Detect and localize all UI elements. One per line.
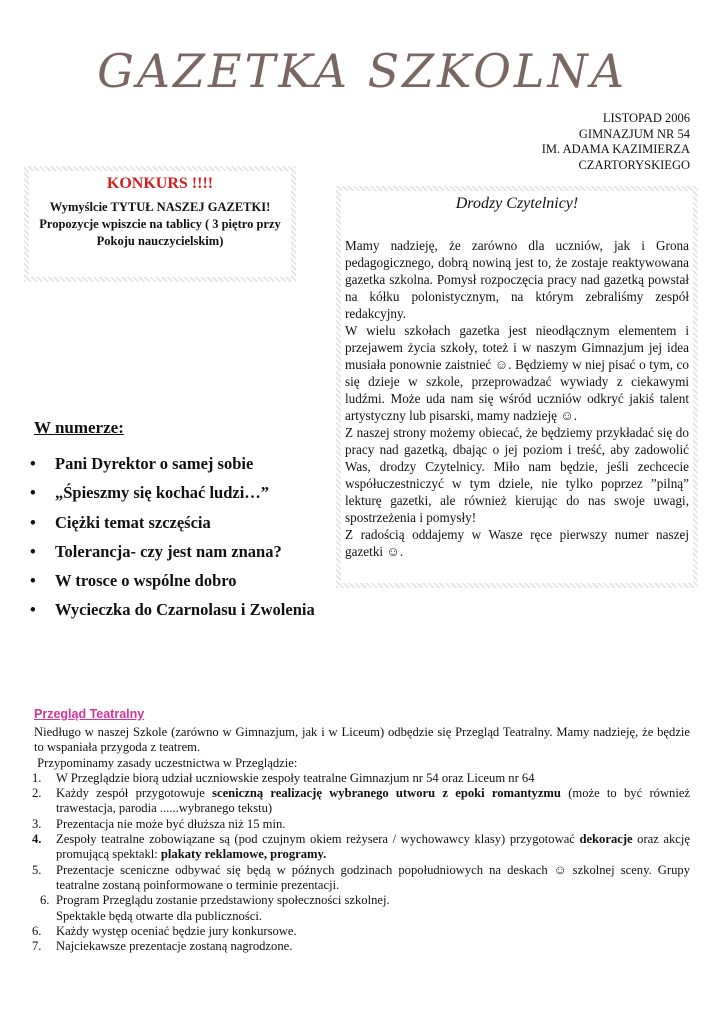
theatre-review-rules-intro: Przypominamy zasady uczestnictwa w Przeglądzie: [37, 755, 298, 770]
rule-number: 7. [32, 939, 42, 954]
issue-meta [542, 111, 690, 173]
bullet-icon: • [30, 483, 36, 503]
rule-number: 2. [32, 786, 42, 801]
rule-item: 6. Każdy występ oceniać będzie jury konkursowe. [32, 923, 297, 938]
contents-heading: W numerze: [34, 418, 124, 437]
rule-item: 5. Prezentacje sceniczne odbywać się będą w późnych godzinach popołudniowych na deskach ☺ szkolnej sceny. Grupy teatralne zostaną poinformowane o terminie prezentacji. [32, 862, 690, 892]
readers-letter-paragraph: Z radością oddajemy w Wasze ręce pierwszy numer naszej gazetki ☺. [345, 527, 689, 559]
konkurs-title: KONKURS !!!! [106, 175, 214, 192]
rule-number: 6. [32, 923, 42, 938]
rule-item: 7. Najciekawsze prezentacje zostaną nagrodzone. [32, 939, 293, 954]
school-name: GIMNAZJUM NR 54 [578, 126, 690, 141]
theatre-review-heading: Przegląd Teatralny [34, 707, 145, 721]
rule-number: 6. [40, 893, 50, 908]
rule-number: 4. [32, 832, 42, 847]
contents-item-label: Wycieczka do Czarnolasu i Zwolenia [55, 600, 315, 620]
readers-letter-paragraph: Mamy nadzieję, że zarówno dla uczniów, jak i Grona pedagogicznego, dobrą nowiną jest to, że zostaje reaktywowana gazetka szkolna. Pomysł rozpoczęcia pracy nad gazetką powstał na kółku polonistycznym, na którym zebraliśmy zespół redakcyjny. [345, 238, 689, 321]
bullet-icon: • [30, 512, 36, 532]
issue-date: LISTOPAD 2006 [602, 111, 690, 125]
contents-item-label: Tolerancja- czy jest nam znana? [55, 541, 282, 561]
contents-item [30, 542, 315, 571]
bullet-icon: • [30, 571, 36, 591]
konkurs-text: Wymyślcie TYTUŁ NASZEJ GAZETKI! Propozycje wpiszcie na tablicy ( 3 piętro przy Pokoju nauczycielskim) [39, 200, 281, 248]
school-patron-line2: CZARTORYSKIEGO [578, 157, 690, 172]
masthead-title: GAZETKA SZKOLNA [97, 44, 627, 98]
contents-item-label: W trosce o wspólne dobro [55, 571, 237, 591]
rule-number: 3. [32, 816, 42, 831]
theatre-rules-list [34, 771, 690, 955]
readers-letter-box [336, 186, 698, 588]
contents-item-label: Ciężki temat szczęścia [55, 512, 211, 532]
rule-number: 5. [32, 862, 42, 877]
rule-item: 4. Zespoły teatralne zobowiązane są (pod czujnym okiem reżysera / wychowawcy klasy) przygotować dekoracje oraz akcję promującą spektakl: plakaty reklamowe, programy. [32, 832, 690, 862]
contents-item-label: „Śpieszmy się kochać ludzi…” [55, 483, 270, 503]
bullet-icon: • [30, 541, 36, 561]
contents-item [30, 513, 315, 542]
bullet-icon: • [30, 600, 36, 620]
konkurs-box [24, 166, 296, 282]
readers-letter-body [345, 237, 689, 560]
rule-item: 1. W Przeglądzie biorą udział uczniowskie zespoły teatralne Gimnazjum nr 54 oraz Liceum nr 64 [32, 770, 535, 785]
contents-item-label: Pani Dyrektor o samej sobie [55, 454, 254, 473]
school-patron-line1: IM. ADAMA KAZIMIERZA [541, 142, 690, 156]
contents-list [30, 454, 315, 630]
rule-number: 1. [32, 770, 42, 785]
contents-item [30, 454, 315, 483]
rule-item: 2. Każdy zespół przygotowuje sceniczną realizację wybranego utworu z epoki romantyzmu (może to być również trawestacja, parodia ......wybranego tekstu) [32, 786, 691, 816]
contents-item [30, 571, 315, 600]
readers-letter-paragraph: W wielu szkołach gazetka jest nieodłącznym elementem i przejawem życia szkoły, toteż i w naszym Gimnazjum jej idea musiała ponownie zaistnieć ☺. Będziemy w niej pisać o tym, co się dzieje w szkole, przeprowadzać wywiady z ciekawymi ludźmi. Może uda nam się wśród uczniów odkryć jakiś talent artystyczny lub pisarski, mamy nadzieję ☺. [345, 323, 689, 423]
theatre-review-intro: Niedługo w naszej Szkole (zarówno w Gimnazjum, jak i w Liceum) odbędzie się Przegląd Teatralny. Mamy nadzieję, że będzie to wspaniała przygoda z teatrem. [34, 725, 690, 755]
readers-letter-paragraph: Z naszej strony możemy obiecać, że będziemy przykładać się do pracy nad gazetką, dbając o jej poziom i treść, aby zadowolić Was, drodzy Czytelnicy. Miło nam będzie, jeśli zechcecie współuczestniczyć w tym dziele, nie tylko poprzez ”pilną” lekturę gazetki, ale również kierując do nas swoje uwagi, spostrzeżenia i pomysły! [345, 425, 689, 525]
contents-item [30, 483, 315, 512]
rule-item: 6. Program Przeglądu zostanie przedstawiony społeczności szkolnej. Spektakle będą otwarte dla publiczności. [40, 893, 390, 923]
theatre-review-section [34, 725, 690, 954]
readers-letter-title: Drodzy Czytelnicy! [455, 195, 579, 212]
contents-item [30, 600, 315, 629]
bullet-icon: • [30, 454, 36, 473]
rule-item: 3. Prezentacja nie może być dłuższa niż 15 min. [32, 816, 286, 831]
